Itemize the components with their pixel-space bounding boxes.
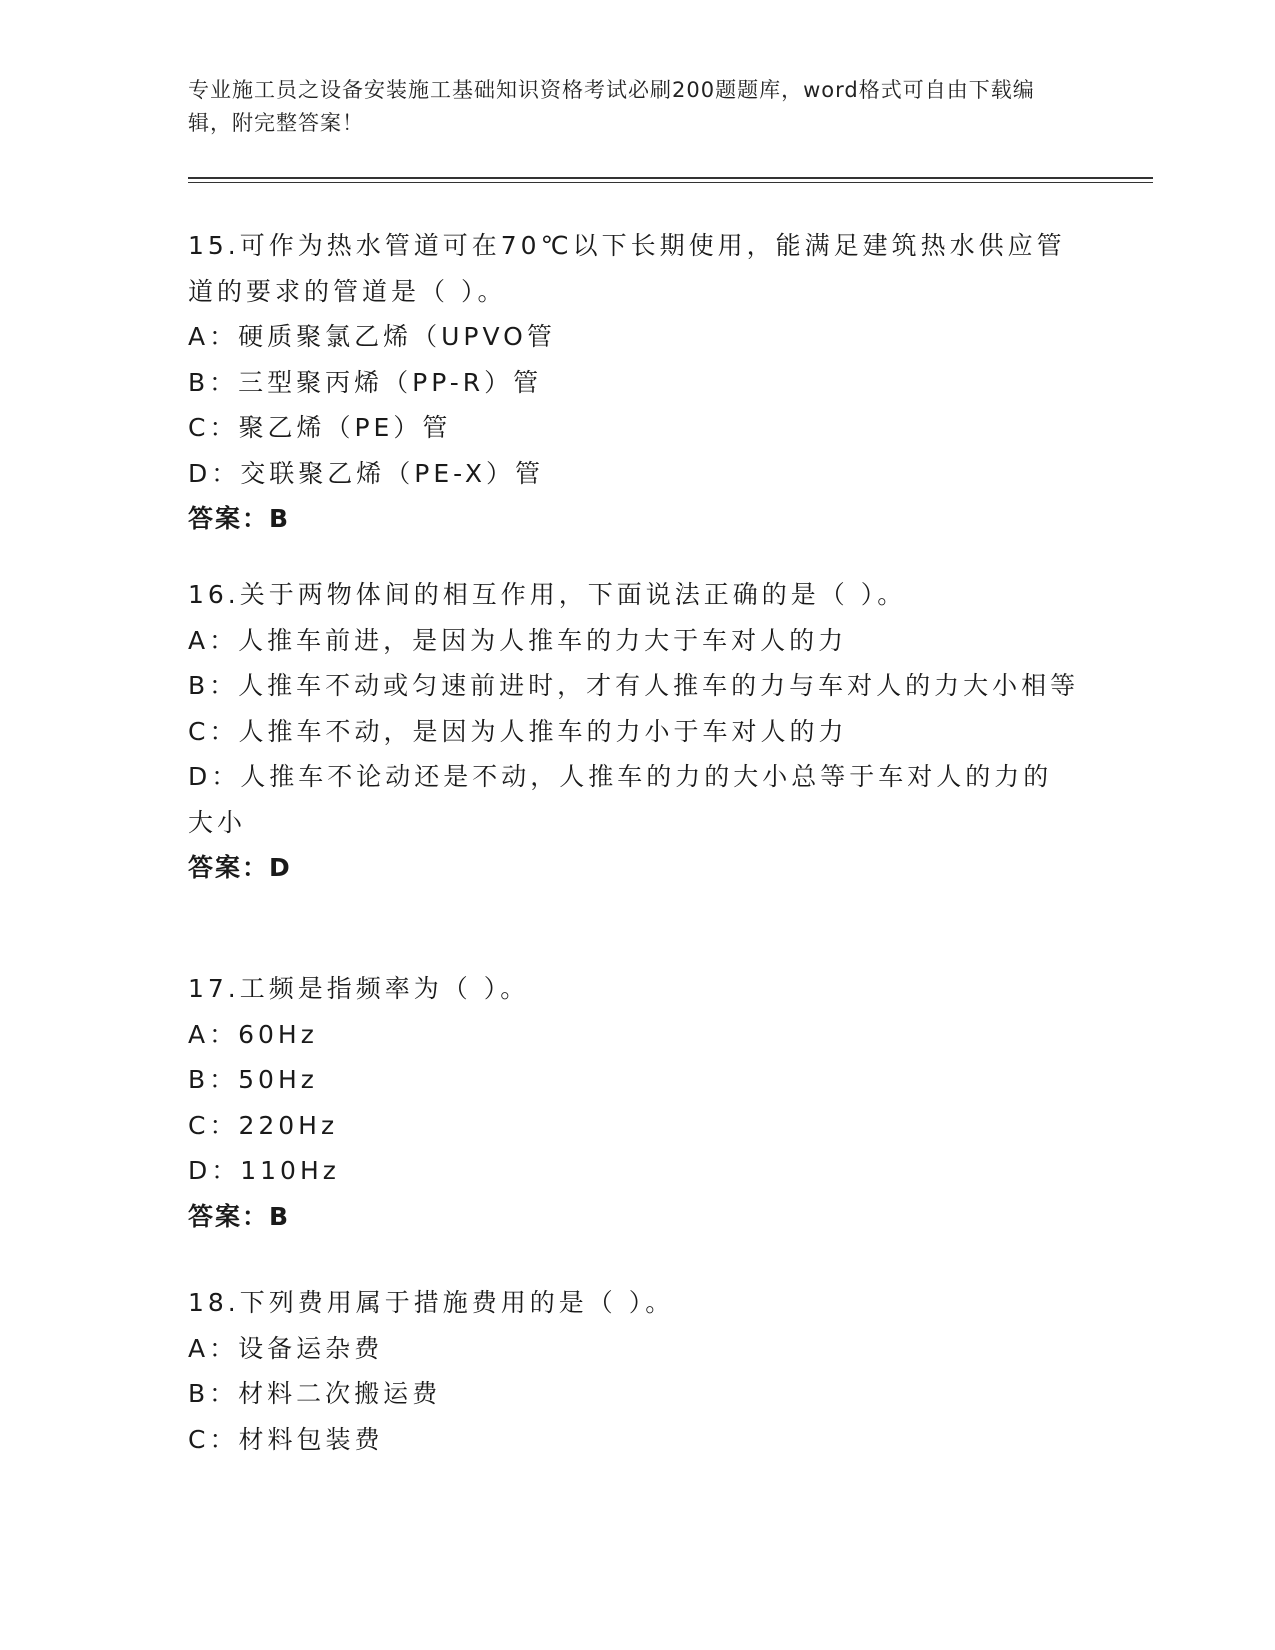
option-a: A：人推车前进，是因为人推车的力大于车对人的力	[188, 625, 848, 655]
question-17	[188, 966, 1088, 1239]
document-header: 专业施工员之设备安装施工基础知识资格考试必刷200题题库，word格式可自由下载编辑，附完整答案！	[188, 78, 1035, 135]
question-stem: 15.可作为热水管道可在70℃以下长期使用，能满足建筑热水供应管道的要求的管道是（ ）。	[188, 231, 1066, 306]
option-a: A：设备运杂费	[188, 1333, 384, 1363]
option-d: D：交联聚乙烯（PE-X）管	[188, 458, 545, 488]
option-d: D：人推车不论动还是不动，人推车的力的大小总等于车对人的力的大小	[188, 762, 1053, 837]
option-a: A：60Hz	[188, 1019, 318, 1049]
question-stem: 18.下列费用属于措施费用的是（ ）。	[188, 1288, 675, 1317]
option-c: C：人推车不动，是因为人推车的力小于车对人的力	[188, 716, 848, 746]
header-divider-thin	[188, 182, 1153, 183]
question-15	[188, 223, 1088, 542]
option-c: C：聚乙烯（PE）管	[188, 413, 452, 442]
option-c: C：220Hz	[188, 1110, 339, 1140]
option-c: C：材料包装费	[188, 1424, 384, 1454]
answer: 答案：B	[188, 504, 291, 533]
option-b: B：人推车不动或匀速前进时，才有人推车的力与车对人的力大小相等	[188, 671, 1080, 700]
question-18	[188, 1280, 1088, 1462]
answer: 答案：D	[188, 853, 292, 882]
question-stem: 16.关于两物体间的相互作用，下面说法正确的是（ ）。	[188, 580, 907, 609]
question-16	[188, 572, 1088, 891]
option-b: B：材料二次搬运费	[188, 1379, 442, 1408]
question-stem: 17.工频是指频率为（ ）。	[188, 974, 530, 1003]
option-b: B：三型聚丙烯（PP-R）管	[188, 367, 543, 397]
answer: 答案：B	[188, 1201, 291, 1231]
header-divider	[188, 177, 1153, 179]
option-d: D：110Hz	[188, 1156, 340, 1185]
option-a: A：硬质聚氯乙烯（UPVO管	[188, 322, 556, 351]
option-b: B：50Hz	[188, 1065, 318, 1094]
